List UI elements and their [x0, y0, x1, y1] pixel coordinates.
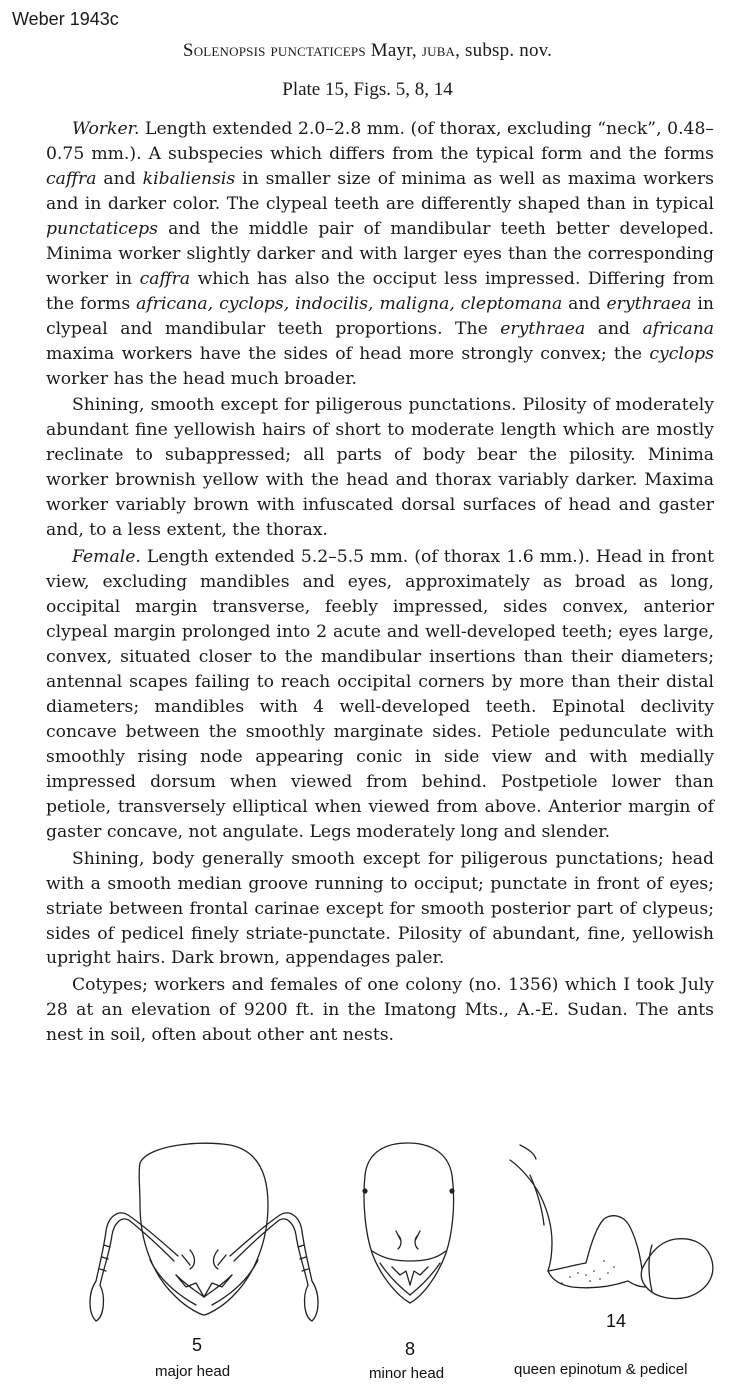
figure-number-8: 8	[405, 1339, 416, 1359]
worker-sculpture-paragraph: Shining, smooth except for piligerous punctations. Pilosity of moderately abundant fine yellowish hairs of short to moderate length which are mostly reclinate to subappressed; all parts of body bear the pilosity. Minima worker brownish yellow with the head and thorax variably darker. Maxima worker variably brown with infuscated dorsal surfaces of head and gaster and, to a less extent, the thorax.	[46, 395, 714, 541]
figure-caption-8: minor head	[369, 1365, 445, 1382]
plate-reference: Plate 15, Figs. 5, 8, 14	[282, 79, 453, 100]
caste-label: Female.	[72, 547, 141, 568]
caste-label: Worker.	[72, 119, 140, 139]
species-title	[0, 40, 735, 62]
major-head-drawing	[90, 1143, 318, 1321]
subspecies-name: juba	[421, 40, 456, 61]
subspecies-status: , subsp. nov.	[455, 40, 553, 61]
species-author: Mayr,	[370, 40, 417, 61]
cotypes-paragraph: Cotypes; workers and females of one colony (no. 1356) which I took July 28 at an elevation of 9200 ft. in the Imatong Mts., A.-E. Sudan. The ants nest in soil, often about other ant nests.	[46, 975, 714, 1046]
source-tag: Weber 1943c	[12, 9, 119, 29]
figures-row	[0, 1135, 735, 1390]
female-sculpture-paragraph: Shining, body generally smooth except for piligerous punctations; head with a smooth median groove running to occiput; punctate in front of eyes; striate between frontal carinae except for smooth posterior part of clypeus; sides of pedicel finely striate-punctate. Pilosity of abundant, fine, yellowish upright hairs. Dark brown, appendages paler.	[46, 848, 714, 969]
minor-head-drawing	[364, 1143, 454, 1303]
figure-number-14: 14	[606, 1311, 627, 1331]
figure-drawings	[0, 1135, 735, 1390]
species-name: Solenopsis punctaticeps	[182, 40, 366, 61]
figure-caption-5: major head	[155, 1363, 231, 1380]
figure-number-5: 5	[192, 1335, 203, 1355]
figure-caption-14: queen epinotum & pedicel	[514, 1361, 688, 1378]
worker-paragraph: Worker. Length extended 2.0–2.8 mm. (of thorax, excluding “neck”, 0.48–0.75 mm.). A subspecies which differs from the typical form and the forms caffra and kibaliensis in smaller size of minima as well as maxima workers and in darker color. The clypeal teeth are differently shaped than in typical punctaticeps and the middle pair of mandibular teeth better developed. Minima worker slightly darker and with larger eyes than the corresponding worker in caffra which has also the occiput less impressed. Differing from the forms africana, cyclops, indocilis, maligna, cleptomana and erythraea in clypeal and mandibular teeth proportions. The erythraea and africana maxima workers have the sides of head more strongly convex; the cyclops worker has the head much broader.	[46, 119, 715, 389]
description-body	[46, 117, 714, 1048]
epinotum-pedicel-drawing	[510, 1145, 713, 1299]
female-paragraph: Female. Length extended 5.2–5.5 mm. (of thorax 1.6 mm.). Head in front view, excluding mandibles and eyes, approximately as broad as long, occipital margin transverse, feebly impressed, sides convex, anterior clypeal margin prolonged into 2 acute and well-developed teeth; eyes large, convex, situated closer to the mandibular insertions than their diameters; antennal scapes failing to reach occipital corners by more than their distal diameters; mandibles with 4 well-developed teeth. Epinotal declivity concave between the smoothly marginate sides. Petiole pedunculate with smoothly rising node appearing conic in side view and with medially impressed dorsum when viewed from behind. Postpetiole lower than petiole, transversely elliptical when viewed from above. Anterior margin of gaster concave, not angulate. Legs moderately long and slender.	[46, 547, 714, 842]
